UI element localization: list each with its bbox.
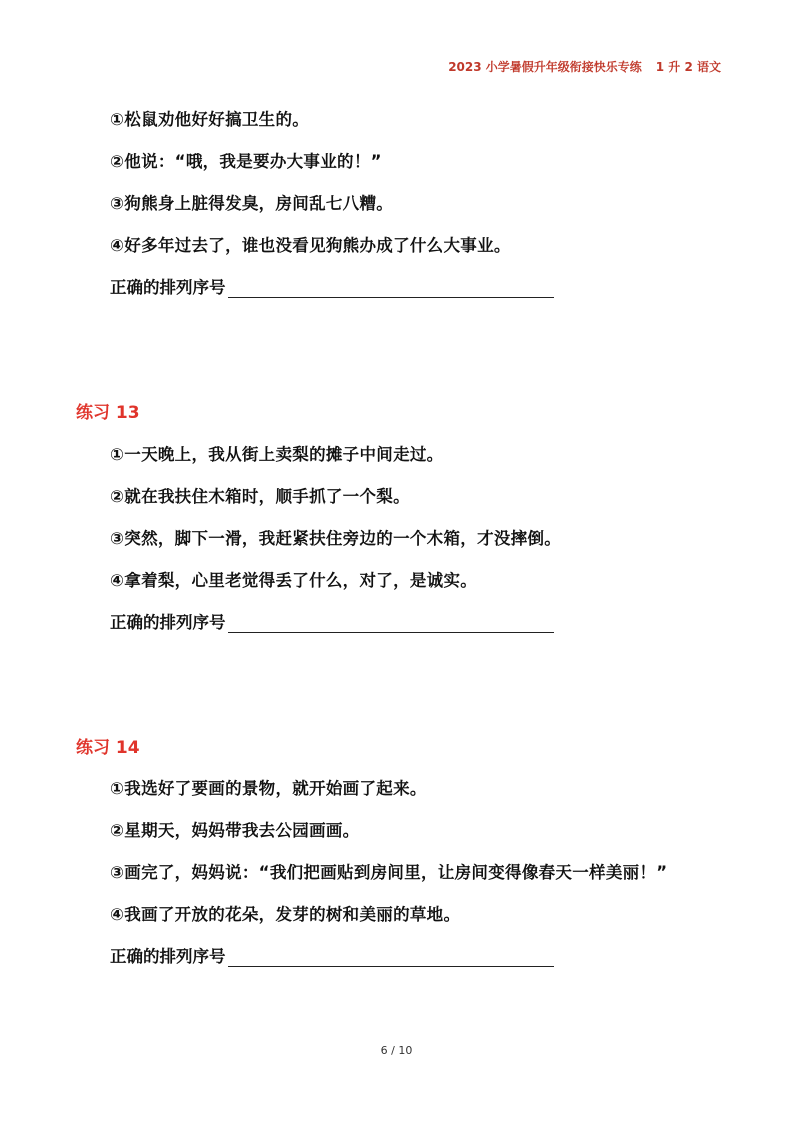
section13-title: 练习 13	[76, 403, 140, 423]
section13-answer-blank[interactable]	[228, 614, 554, 633]
section12-item-4: ④好多年过去了，谁也没看见狗熊办成了什么大事业。	[110, 236, 511, 255]
section14-item-2: ②星期天，妈妈带我去公园画画。	[110, 821, 360, 840]
page-number: 6 / 10	[380, 1044, 413, 1057]
section13-item-4: ④拿着梨，心里老觉得丢了什么，对了，是诚实。	[110, 571, 478, 590]
section12-answer-label: 正确的排列序号	[110, 278, 226, 297]
header-title: 2023 小学暑假升年级衔接快乐专练	[448, 60, 642, 74]
section13-answer-label: 正确的排列序号	[110, 613, 226, 632]
section14-item-1: ①我选好了要画的景物，就开始画了起来。	[110, 779, 427, 798]
section14-item-3: ③画完了，妈妈说：“我们把画贴到房间里，让房间变得像春天一样美丽！”	[110, 863, 668, 882]
section13-item-1: ①一天晚上，我从街上卖梨的摊子中间走过。	[110, 445, 444, 464]
section13-item-2: ②就在我扶住木箱时，顺手抓了一个梨。	[110, 487, 410, 506]
header-grade-subject: 1 升 2 语文	[655, 60, 721, 74]
section13-item-3: ③突然，脚下一滑，我赶紧扶住旁边的一个木箱，才没摔倒。	[110, 529, 562, 548]
section12-item-2: ②他说：“哦，我是要办大事业的！”	[110, 152, 382, 171]
section12-item-1: ①松鼠劝他好好搞卫生的。	[110, 110, 310, 129]
section12-item-3: ③狗熊身上脏得发臭，房间乱七八糟。	[110, 194, 394, 213]
section12-answer-row	[110, 274, 554, 298]
section14-item-4: ④我画了开放的花朵，发芽的树和美丽的草地。	[110, 905, 461, 924]
section12-answer-blank[interactable]	[228, 279, 554, 298]
section14-answer-label: 正确的排列序号	[110, 947, 226, 966]
section14-title: 练习 14	[76, 738, 140, 758]
section14-answer-row	[110, 943, 554, 967]
section14-answer-blank[interactable]	[228, 948, 554, 967]
page-header	[448, 58, 721, 75]
section13-answer-row	[110, 609, 554, 633]
